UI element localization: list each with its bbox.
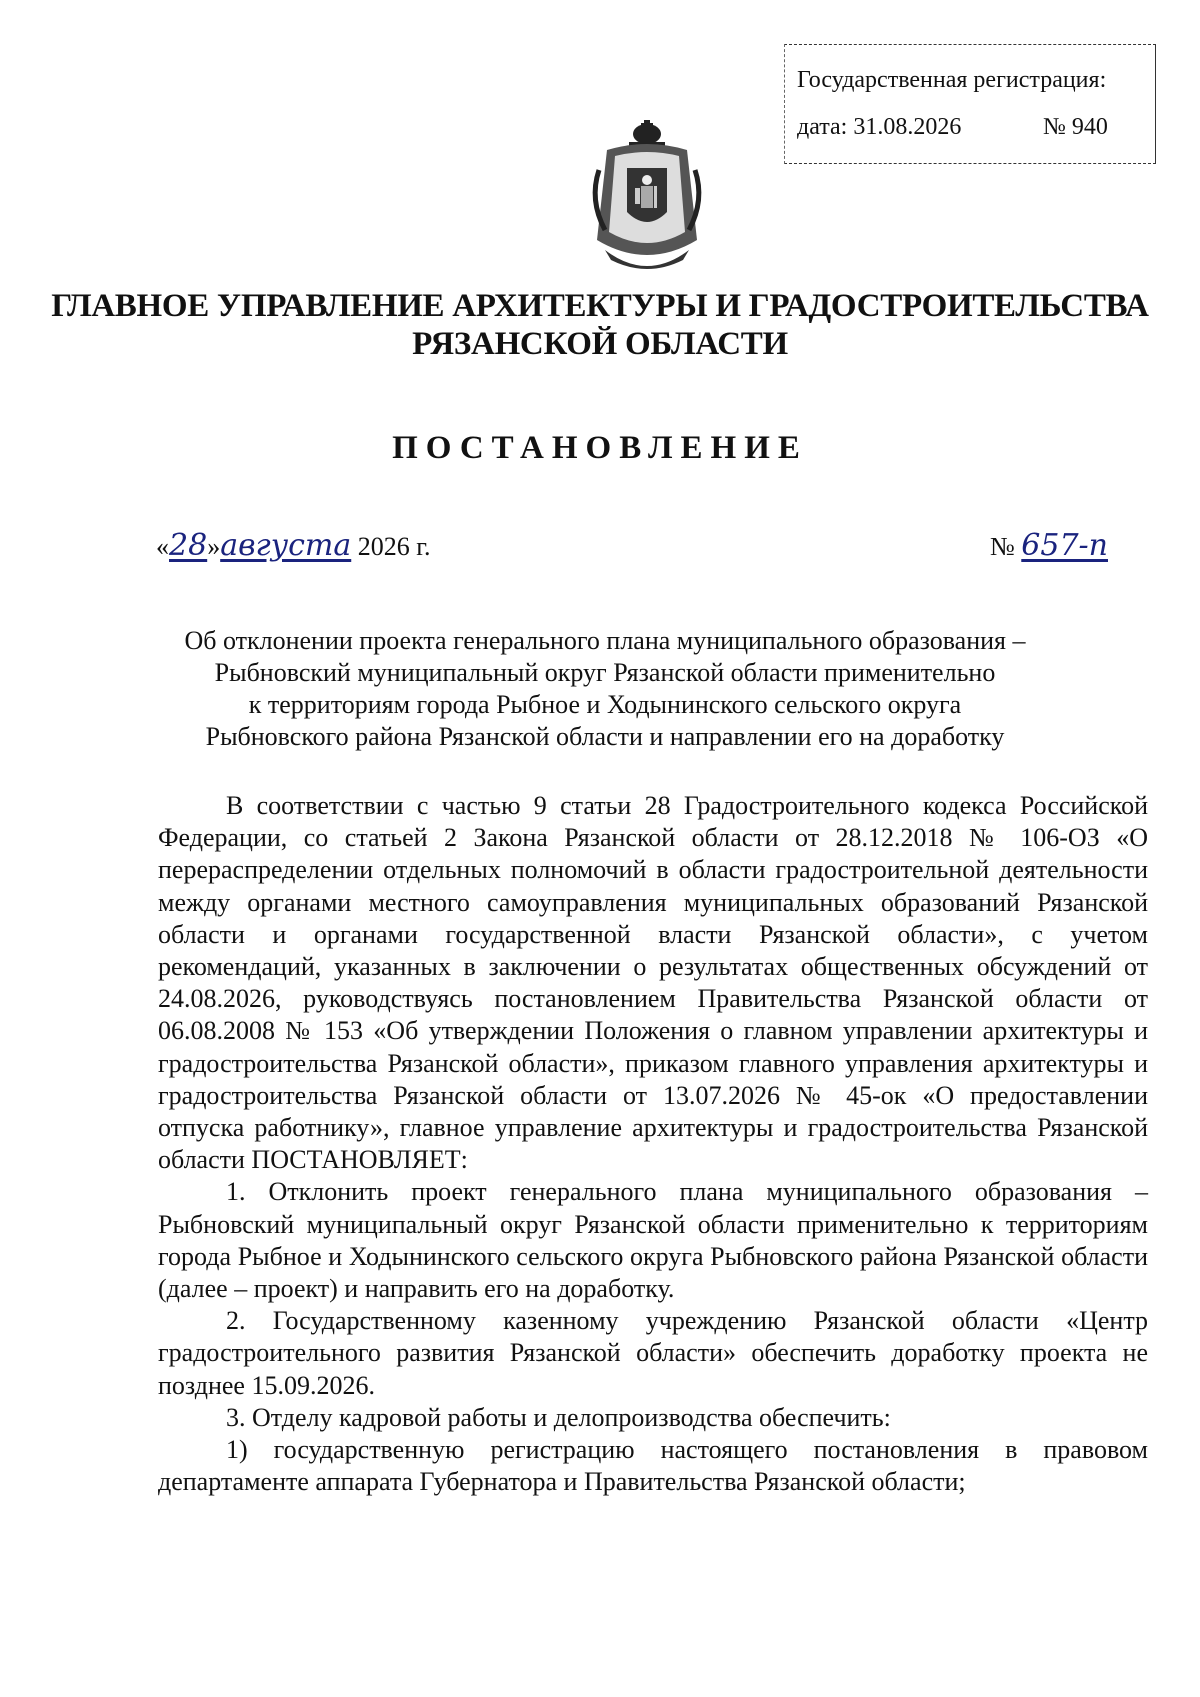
registration-stamp — [784, 44, 1156, 164]
quote-open: « — [156, 532, 169, 561]
subject-line: Рыбновский муниципальный округ Рязанской области применительно — [214, 658, 996, 687]
document-body — [158, 790, 1148, 1498]
item-2: 2. Государственному казенному учреждению Рязанской области «Центр градостроительного развития Рязанской области» обеспечить доработку проекта не позднее 15.09.2026. — [158, 1306, 1148, 1400]
item-3-subitem-1: 1) государственную регистрацию настоящего постановления в правовом департаменте аппарата Губернатора и Правительства Рязанской области; — [158, 1435, 1148, 1497]
document-number — [990, 528, 1108, 563]
document-date — [156, 528, 430, 563]
subject-line: Об отклонении проекта генерального плана муниципального образования – — [184, 626, 1026, 655]
preamble-paragraph: В соответствии с частью 9 статьи 28 Градостроительного кодекса Российской Федерации, со статьей 2 Закона Рязанской области от 28.12.2018 № 106-ОЗ «О перераспределении отдельных полномочий в области градостроительной деятельности между органами местного самоуправления муниципальных образований Рязанской области и органами государственной власти Рязанской области», с учетом рекомендаций, указанных в заключении о результатах общественных обсуждений от 24.08.2026, руководствуясь постановлением Правительства Рязанской области от 06.08.2008 № 153 «Об утверждении Положения о главном управлении архитектуры и градостроительства Рязанской области», приказом главного управления архитектуры и градостроительства Рязанской области от 13.07.2026 № 45-ок «О предоставлении отпуска работнику», главное управление архитектуры и градостроительства Рязанской области ПОСТАНОВЛЯЕТ: — [158, 791, 1148, 1175]
registration-number: № 940 — [1043, 114, 1108, 140]
item-1: 1. Отклонить проект генерального плана муниципального образования – Рыбновский муниципальный округ Рязанской области применительно к территориям города Рыбное и Ходынинского сельского округа Рыбновского района Рязанской области (далее – проект) и направить его на доработку. — [158, 1177, 1148, 1304]
handwritten-day: 28 — [169, 528, 208, 563]
subject-line: Рыбновского района Рязанской области и направлении его на доработку — [205, 722, 1005, 751]
ryazan-coat-of-arms-icon — [585, 120, 709, 280]
organization-name-line1: ГЛАВНОЕ УПРАВЛЕНИЕ АРХИТЕКТУРЫ И ГРАДОСТРОИТЕЛЬСТВА — [51, 288, 1149, 324]
registration-date-label: дата: — [797, 114, 848, 140]
number-prefix: № — [989, 532, 1015, 561]
subject-line: к территориям города Рыбное и Ходынинского сельского округа — [248, 690, 962, 719]
registration-date: 31.08.2026 — [853, 114, 962, 140]
organization-name-line2: РЯЗАНСКОЙ ОБЛАСТИ — [412, 326, 788, 362]
registration-details — [797, 114, 1108, 141]
item-3: 3. Отделу кадровой работы и делопроизводства обеспечить: — [226, 1402, 891, 1432]
document-subject — [150, 625, 1060, 753]
registration-title: Государственная регистрация: — [797, 67, 1107, 93]
document-year: 2026 г. — [357, 532, 431, 561]
quote-close: » — [207, 532, 221, 561]
document-type: ПОСТАНОВЛЕНИЕ — [392, 430, 808, 466]
handwritten-month: августа — [220, 528, 352, 563]
handwritten-number: 657-п — [1021, 528, 1108, 563]
